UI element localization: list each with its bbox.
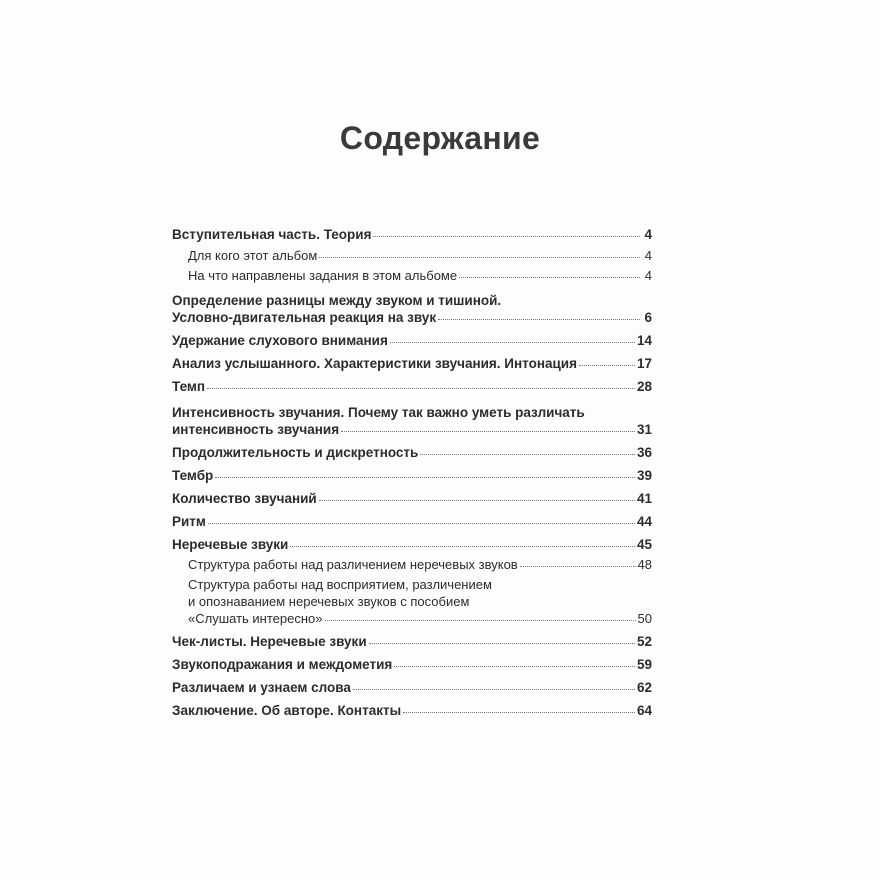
toc-entry-text: Заключение. Об авторе. Контакты <box>172 703 402 718</box>
toc-entry-text: Различаем и узнаем слова <box>172 680 351 695</box>
toc-page-number: 6 <box>644 310 652 325</box>
dot-leader <box>394 666 635 667</box>
toc-entry-text: На что направлены задания в этом альбоме <box>188 268 458 283</box>
page-title: Содержание <box>339 120 541 156</box>
dot-leader <box>420 454 635 455</box>
toc-entry-text: «Слушать интересно» <box>188 611 323 626</box>
table-of-contents <box>172 226 652 719</box>
toc-entry <box>172 467 652 484</box>
toc-entry <box>172 292 652 326</box>
toc-page-number: 50 <box>637 611 652 626</box>
dot-leader <box>369 643 635 644</box>
toc-entry-text: Вступительная часть. Теория <box>172 227 372 242</box>
toc-entry-text: интенсивность звучания <box>172 422 340 437</box>
toc-entry-text: Темп <box>172 379 206 394</box>
dot-leader <box>390 342 635 343</box>
toc-page-number: 4 <box>644 268 652 283</box>
toc-entry-text: Продолжительность и дискретность <box>172 445 419 460</box>
toc-subentry <box>172 247 652 264</box>
dot-leader <box>459 277 640 278</box>
toc-entry <box>172 656 652 673</box>
toc-entry <box>172 702 652 719</box>
toc-page-number: 52 <box>636 634 652 649</box>
toc-entry-text: Структура работы над восприятием, различением <box>188 577 492 592</box>
dot-leader <box>325 620 636 621</box>
toc-entry <box>172 226 652 243</box>
toc-entry-text: Тембр <box>172 468 214 483</box>
dot-leader <box>319 257 640 258</box>
dot-leader <box>290 546 635 547</box>
toc-entry-text: Удержание слухового внимания <box>172 333 388 348</box>
toc-entry <box>172 490 652 507</box>
toc-entry <box>172 513 652 530</box>
toc-entry <box>172 378 652 395</box>
toc-page-number: 64 <box>636 703 652 718</box>
toc-entry <box>172 404 652 438</box>
toc-entry-text: Ритм <box>172 514 206 529</box>
toc-entry-text: Структура работы над различением неречевых звуков <box>188 557 518 572</box>
toc-entry <box>172 679 652 696</box>
toc-page-number: 62 <box>636 680 652 695</box>
dot-leader <box>438 319 640 320</box>
toc-page-number: 31 <box>636 422 652 437</box>
toc-entry <box>172 633 652 650</box>
dot-leader <box>341 431 635 432</box>
dot-leader <box>373 236 640 237</box>
dot-leader <box>208 523 635 524</box>
toc-entry <box>172 355 652 372</box>
dot-leader <box>403 712 635 713</box>
toc-entry-text: Анализ услышанного. Характеристики звучания. Интонация <box>172 356 577 371</box>
toc-entry-text: Для кого этот альбом <box>188 248 318 263</box>
dot-leader <box>353 689 635 690</box>
dot-leader <box>215 477 635 478</box>
toc-page-number: 17 <box>636 356 652 371</box>
toc-page-number: 36 <box>636 445 652 460</box>
toc-page-number: 4 <box>644 248 652 263</box>
dot-leader <box>579 365 635 366</box>
toc-page-number: 48 <box>637 557 652 572</box>
toc-page-number: 41 <box>636 491 652 506</box>
toc-entry-text: Количество звучаний <box>172 491 317 506</box>
toc-subentry <box>172 556 652 573</box>
toc-entry-text: Звукоподражания и междометия <box>172 657 393 672</box>
toc-page-number: 45 <box>636 537 652 552</box>
toc-entry-text: Неречевые звуки <box>172 537 289 552</box>
toc-subentry <box>172 267 652 284</box>
toc-page-number: 44 <box>636 514 652 529</box>
dot-leader <box>207 388 635 389</box>
toc-entry-text: Чек-листы. Неречевые звуки <box>172 634 367 649</box>
toc-entry <box>172 444 652 461</box>
toc-entry <box>172 536 652 553</box>
toc-page-number: 39 <box>636 468 652 483</box>
toc-page-number: 59 <box>636 657 652 672</box>
toc-entry <box>172 332 652 349</box>
toc-entry-text: и опознаванием неречевых звуков с пособием <box>188 594 470 609</box>
dot-leader <box>319 500 635 501</box>
dot-leader <box>520 566 636 567</box>
toc-page-number: 4 <box>644 227 652 242</box>
toc-subentry <box>172 576 652 627</box>
toc-entry-text: Определение разницы между звуком и тишиной. <box>172 293 502 308</box>
toc-page-number: 28 <box>636 379 652 394</box>
toc-entry-text: Интенсивность звучания. Почему так важно уметь различать <box>172 405 585 420</box>
toc-page-number: 14 <box>636 333 652 348</box>
toc-entry-text: Условно-двигательная реакция на звук <box>172 310 437 325</box>
